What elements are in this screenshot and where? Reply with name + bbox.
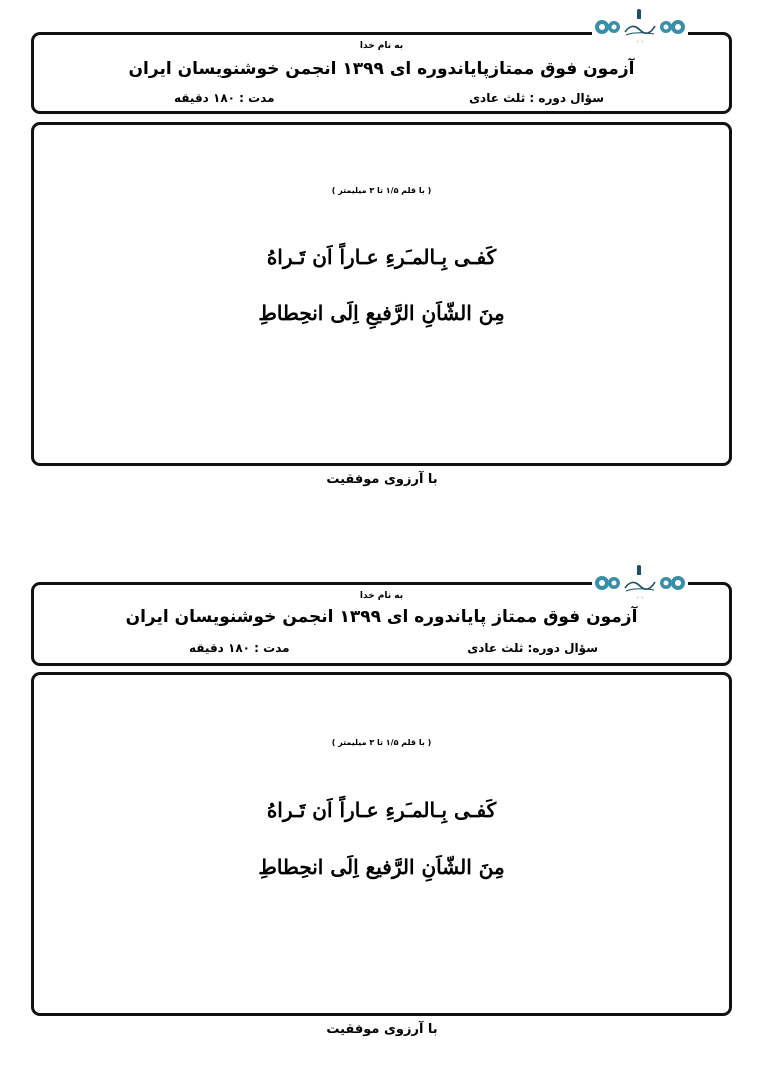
exam-subject: سؤال دوره : ثلث عادی bbox=[469, 91, 604, 105]
exam-header-box bbox=[31, 32, 732, 114]
anjoman-logo-icon bbox=[592, 8, 688, 44]
verse-line-1: کَفـی بِـالمـَرءِ عـاراً اَن تَـراهُ bbox=[266, 798, 497, 822]
footer-good-luck: با آرزوی موفقیت bbox=[326, 472, 438, 487]
exam-title: آزمون فوق ممتاز پایاندوره ای ۱۳۹۹ انجمن خوشنویسان ایران bbox=[125, 607, 638, 627]
exam-duration: مدت : ۱۸۰ دقیقه bbox=[189, 641, 290, 655]
exam-sheet-1 bbox=[0, 0, 764, 520]
exam-duration: مدت : ۱۸۰ دقیقه bbox=[174, 91, 275, 105]
verse-line-1: کَفـی بِـالمـَرءِ عـاراً اَن تَـراهُ bbox=[266, 245, 497, 269]
verse-line-2: مِنَ الشّاَنِ الرَّفیع اِلَی انحِطاطِ bbox=[258, 855, 505, 879]
exam-body-box bbox=[31, 122, 732, 466]
pen-size-note: ( با قلم ۱/۵ تا ۳ میلیمتر ) bbox=[331, 738, 432, 747]
footer-good-luck: با آرزوی موفقیت bbox=[326, 1022, 438, 1037]
bismillah-text: به نام خدا bbox=[359, 41, 404, 51]
exam-subject: سؤال دوره: ثلث عادی bbox=[467, 641, 598, 655]
svg-text:⁘ ⁘: ⁘ ⁘ bbox=[636, 595, 644, 600]
exam-title: آزمون فوق ممتازپایاندوره ای ۱۳۹۹ انجمن خوشنویسان ایران bbox=[128, 59, 635, 79]
exam-sheet-2 bbox=[0, 556, 764, 1076]
verse-line-2: مِنَ الشّاَنِ الرَّفیعِ اِلَی انحِطاطِ bbox=[258, 301, 505, 325]
anjoman-logo-icon bbox=[592, 564, 688, 600]
exam-body-box bbox=[31, 672, 732, 1016]
bismillah-text: به نام خدا bbox=[359, 591, 404, 601]
svg-text:⁘ ⁘: ⁘ ⁘ bbox=[636, 39, 644, 44]
pen-size-note: ( با قلم ۱/۵ تا ۳ میلیمتر ) bbox=[331, 186, 432, 195]
